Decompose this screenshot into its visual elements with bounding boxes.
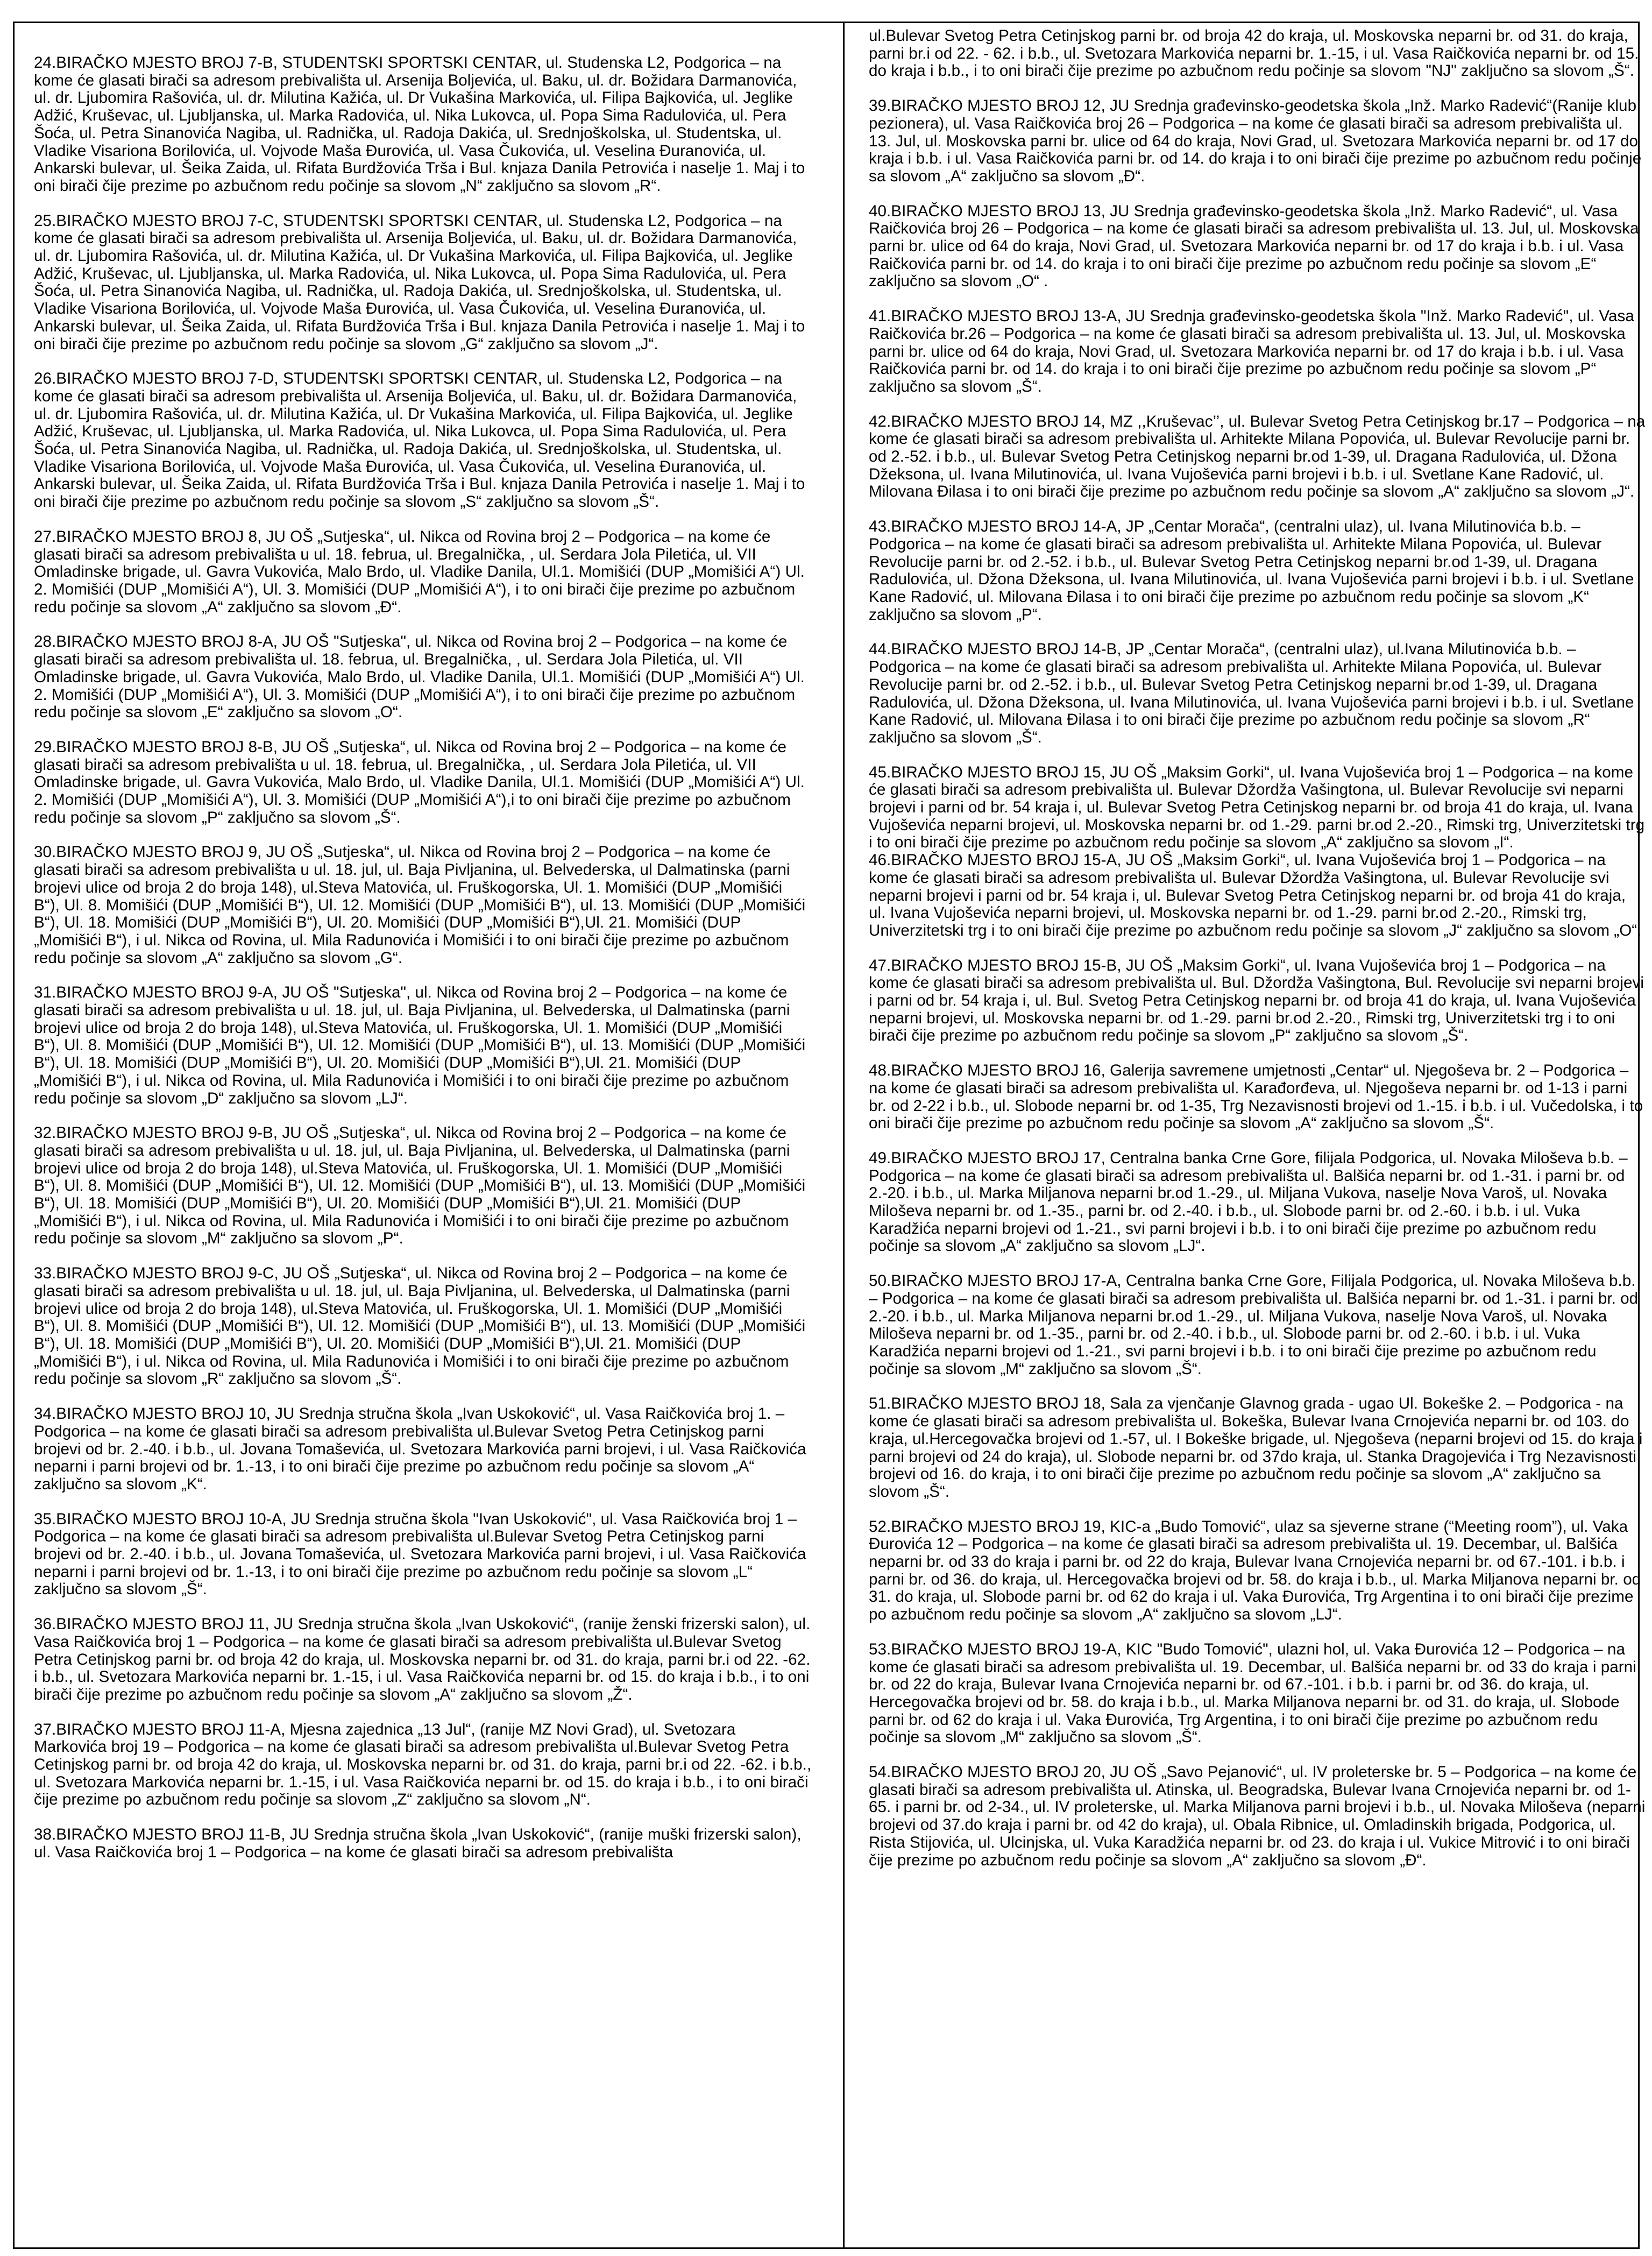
entry-42: 42.BIRAČKO MJESTO BROJ 14, MZ ,,Kruševac’’, ul. Bulevar Svetog Petra Cetinjskog br.17 – Podgorica – na kome će glasati birači sa adresom prebivališta ul. Arhitekte Milana Popovića, ul. Bulevar Revolucije parni br. od 2.-52. i b.b., ul. Bulevar Svetog Petra Cetinjskog neparni br.od 1-39, ul. Dragana Radulovića, ul. Džona Džeksona, ul. Ivana Milutinovića, ul. Ivana Vujoševića parni brojevi i b.b. i ul. Svetlane Kane Radović, ul. Milovana Đilasa i to oni birači čije prezime po azbučnom redu počinje sa slovom „A“ zaključno sa slovom „J“. xyxy=(869,412,1646,501)
document-page xyxy=(13,22,1646,2249)
entry-38-start: 38.BIRAČKO MJESTO BROJ 11-B, JU Srednja stručna škola „Ivan Uskoković“, (ranije muški frizerski salon), ul. Vasa Raičkovića broj 1 – Podgorica – na kome će glasati birači sa adresom prebivališta xyxy=(34,1826,802,1861)
entry-28: 28.BIRAČKO MJESTO BROJ 8-A, JU OŠ "Sutjeska", ul. Nikca od Rovina broj 2 – Podgorica – na kome će glasati birači sa adresom prebivališta ul. 18. februa, ul. Bregalnička, , ul. Serdara Jola Piletića, ul. VII Omladinske brigade, ul. Gavra Vukovića, Malo Brdo, ul. Vladike Danila, Ul.1. Momišići (DUP „Momišići A“) Ul. 2. Momišići (DUP „Momišići A“), Ul. 3. Momišići (DUP „Momišići A“), i to oni birači čije prezime po azbučnom redu počinje sa slovom „E“ zaključno sa slovom „O“. xyxy=(34,633,805,722)
column-divider xyxy=(843,23,845,2247)
entry-52: 52.BIRAČKO MJESTO BROJ 19, KIC-a „Budo Tomović“, ulaz sa sjeverne strane (“Meeting room”), ul. Vaka Đurovića 12 – Podgorica – na kome će glasati birači sa adresom prebivališta ul. 19. Decembar, ul. Balšića neparni br. od 33 do kraja i parni br. od 22 do kraja, Bulevar Ivana Crnojevića neparni br. od 67.-101. i b.b. i parni br. od 36. do kraja, ul. Hercegovačka brojevi od br. 58. do kraja i b.b., ul. Marka Miljanova neparni br. od 31. do kraja, ul. Slobode parni br. od 62 do kraja i ul. Vaka Đurovića, Trg Argentina i to oni birači čije prezime po azbučnom redu počinje sa slovom „A“ zaključno sa slovom „LJ“. xyxy=(869,1517,1641,1624)
entry-25: 25.BIRAČKO MJESTO BROJ 7-C, STUDENTSKI SPORTSKI CENTAR, ul. Studenska L2, Podgorica – na kome će glasati birači sa adresom prebivališta ul. Arsenija Boljevića, ul. Baku, ul. dr. Božidara Darmanovića, ul. dr. Ljubomira Rašovića, ul. dr. Milutina Kažića, ul. Dr Vukašina Markovića, ul. Filipa Bajkovića, ul. Jeglike Adžić, Kruševac, ul. Ljubljanska, ul. Marka Radovića, ul. Nika Lukovca, ul. Popa Sima Radulovića, ul. Pera Šoća, ul. Petra Sinanovića Nagiba, ul. Radnička, ul. Radoja Dakića, ul. Srednjoškolska, ul. Studentska, ul. Vladike Visariona Borilovića, ul. Vojvode Maša Đurovića, ul. Vasa Čukovića, ul. Veselina Đuranovića, ul. Ankarski bulevar, ul. Šeika Zaida, ul. Rifata Burdžovića Trša i Bul. knjaza Danila Petrovića i naselje 1. Maj i to oni birači čije prezime po azbučnom redu počinje sa slovom „G“ zaključno sa slovom „J“. xyxy=(34,211,805,353)
entry-24: 24.BIRAČKO MJESTO BROJ 7-B, STUDENTSKI SPORTSKI CENTAR, ul. Studenska L2, Podgorica – na kome će glasati birači sa adresom prebivališta ul. Arsenija Boljevića, ul. Baku, ul. dr. Božidara Darmanovića, ul. dr. Ljubomira Rašovića, ul. dr. Milutina Kažića, ul. Dr Vukašina Markovića, ul. Filipa Bajkovića, ul. Jeglike Adžić, Kruševac, ul. Ljubljanska, ul. Marka Radovića, ul. Nika Lukovca, ul. Popa Sima Radulovića, ul. Pera Šoća, ul. Petra Sinanovića Nagiba, ul. Radnička, ul. Radoja Dakića, ul. Srednjoškolska, ul. Studentska, ul. Vladike Visariona Borilovića, ul. Vojvode Maša Đurovića, ul. Vasa Čukovića, ul. Veselina Đuranovića, ul. Ankarski bulevar, ul. Šeika Zaida, ul. Rifata Burdžovića Trša i Bul. knjaza Danila Petrovića i naselje 1. Maj i to oni birači čije prezime po azbučnom redu počinje sa slovom „N“ zaključno sa slovom „R“. xyxy=(34,54,805,195)
left-column xyxy=(34,54,812,1862)
entry-40: 40.BIRAČKO MJESTO BROJ 13, JU Srednja građevinsko-geodetska škola „Inž. Marko Radević“, ul. Vasa Raičkovića broj 26 – Podgorica – na kome će glasati birači sa adresom prebivališta ul. 13. Jul, ul. Moskovska parni br. ulice od 64 do kraja, Novi Grad, ul. Svetozara Markovića neparni br. od 17 do kraja i b.b. i ul. Vasa Raičkovića parni br. od 14. do kraja i to oni birači čije prezime po azbučnom redu počinje sa slovom „E“ zaključno sa slovom „O“ . xyxy=(869,202,1639,291)
entry-27: 27.BIRAČKO MJESTO BROJ 8, JU OŠ „Sutjeska“, ul. Nikca od Rovina broj 2 – Podgorica – na kome će glasati birači sa adresom prebivališta u ul. 18. februa, ul. Bregalnička, , ul. Serdara Jola Piletića, ul. VII Omladinske brigade, ul. Gavra Vukovića, Malo Brdo, ul. Vladike Danila, Ul.1. Momišići (DUP „Momišići A“) Ul. 2. Momišići (DUP „Momišići A“), Ul. 3. Momišići (DUP „Momišići A“), i to oni birači čije prezime po azbučnom redu počinje sa slovom „A“ zaključno sa slovom „Đ“. xyxy=(34,527,805,616)
entry-54: 54.BIRAČKO MJESTO BROJ 20, JU OŠ „Savo Pejanović“, ul. IV proleterske br. 5 – Podgorica – na kome će glasati birači sa adresom prebivališta ul. Atinska, ul. Beogradska, Bulevar Ivana Crnojevića neparni br. od 1-65. i parni br. od 2-34., ul. IV proleterske, ul. Marka Miljanova parni brojevi i b.b., ul. Novaka Miloševa (neparni brojevi od 37.do kraja i parni br. od 42 do kraja), ul. Obala Ribnice, ul. Omladinskih brigada, Podgorica, ul. Rista Stijovića, ul. Ulcinjska, ul. Vuka Karadžića neparni br. od 23. do kraja i ul. Vukice Mitrović i to oni birači čije prezime po azbučnom redu počinje sa slovom „A“ zaključno sa slovom „Đ“. xyxy=(869,1763,1646,1869)
entry-35: 35.BIRAČKO MJESTO BROJ 10-A, JU Srednja stručna škola "Ivan Uskoković", ul. Vasa Raičkovića broj 1 – Podgorica – na kome će glasati birači sa adresom prebivališta ul.Bulevar Svetog Petra Cetinjskog parni brojevi od br. 2.-40. i b.b., ul. Jovana Tomaševića, ul. Svetozara Markovića parni brojevi, i ul. Vasa Raičkovića neparni i parni brojevi od br. 1.-13, i to oni birači čije prezime po azbučnom redu počinje sa slovom „L“ zaključno sa slovom „Š“. xyxy=(34,1510,806,1599)
entry-37: 37.BIRAČKO MJESTO BROJ 11-A, Mjesna zajednica „13 Jul“, (ranije MZ Novi Grad), ul. Svetozara Markovića broj 19 – Podgorica – na kome će glasati birači sa adresom prebivališta ul.Bulevar Svetog Petra Cetinjskog parni br. od broja 42 do kraja, ul. Moskovska neparni br. od 31. do kraja, parni br.i od 22. -62. i b.b., ul. Svetozara Markovića neparni br. 1.-15, i ul. Vasa Raičkovića neparni br. od 15. do kraja i b.b., i to oni birači čije prezime po azbučnom redu počinje sa slovom „Z“ zaključno sa slovom „N“. xyxy=(34,1720,812,1809)
entry-29: 29.BIRAČKO MJESTO BROJ 8-B, JU OŠ „Sutjeska“, ul. Nikca od Rovina broj 2 – Podgorica – na kome će glasati birači sa adresom prebivališta u ul. 18. februa, ul. Bregalnička, , ul. Serdara Jola Piletića, ul. VII Omladinske brigade, ul. Gavra Vukovića, Malo Brdo, ul. Vladike Danila, Ul.1. Momišići (DUP „Momišići A“) Ul. 2. Momišići (DUP „Momišići A“), Ul. 3. Momišići (DUP „Momišići A“),i to oni birači čije prezime po azbučnom redu počinje sa slovom „P“ zaključno sa slovom „Š“. xyxy=(34,738,805,826)
entry-39: 39.BIRAČKO MJESTO BROJ 12, JU Srednja građevinsko-geodetska škola „Inž. Marko Radević“(Ranije klub pezionera), ul. Vasa Raičkovića broj 26 – Podgorica – na kome će glasati birači sa adresom prebivališta ul. 13. Jul, ul. Moskovska parni br. ulice od 64 do kraja, Novi Grad, ul. Svetozara Markovića neparni br. od 17 do kraja i b.b. i ul. Vasa Raičkovića parni br. od 14. do kraja i to oni birači čije prezime po azbučnom redu počinje sa slovom „A“ zaključno sa slovom „Đ“. xyxy=(869,97,1642,185)
entry-26: 26.BIRAČKO MJESTO BROJ 7-D, STUDENTSKI SPORTSKI CENTAR, ul. Studenska L2, Podgorica – na kome će glasati birači sa adresom prebivališta ul. Arsenija Boljevića, ul. Baku, ul. dr. Božidara Darmanovića, ul. dr. Ljubomira Rašovića, ul. dr. Milutina Kažića, ul. Dr Vukašina Markovića, ul. Filipa Bajkovića, ul. Jeglike Adžić, Kruševac, ul. Ljubljanska, ul. Marka Radovića, ul. Nika Lukovca, ul. Popa Sima Radulovića, ul. Pera Šoća, ul. Petra Sinanovića Nagiba, ul. Radnička, ul. Radoja Dakića, ul. Srednjoškolska, ul. Studentska, ul. Vladike Visariona Borilovića, ul. Vojvode Maša Đurovića, ul. Vasa Čukovića, ul. Veselina Đuranovića, ul. Ankarski bulevar, ul. Šeika Zaida, ul. Rifata Burdžovića Trša i Bul. knjaza Danila Petrovića i naselje 1. Maj i to oni birači čije prezime po azbučnom redu počinje sa slovom „S“ zaključno sa slovom „Š“. xyxy=(34,370,805,511)
entry-30: 30.BIRAČKO MJESTO BROJ 9, JU OŠ „Sutjeska“, ul. Nikca od Rovina broj 2 – Podgorica – na kome će glasati birači sa adresom prebivališta u ul. 18. jul, ul. Baja Pivljanina, ul. Belvederska, ul Dalmatinska (parni brojevi ulice od broja 2 do broja 148), ul.Steva Matovića, ul. Fruškogorska, Ul. 1. Momišići (DUP „Momišići B“), Ul. 8. Momišići (DUP „Momišići B“), Ul. 12. Momišići (DUP „Momišići B“), ul. 13. Momišići (DUP „Momišići B“), Ul. 18. Momišići (DUP „Momišići B“), Ul. 20. Momišići (DUP „Momišići B“),Ul. 21. Momišići (DUP „Momišići B“), i ul. Nikca od Rovina, ul. Mila Radunovića i Momišići i to oni birači čije prezime po azbučnom redu počinje sa slovom „A“ zaključno sa slovom „G“. xyxy=(34,843,806,967)
entry-49: 49.BIRAČKO MJESTO BROJ 17, Centralna banka Crne Gore, filijala Podgorica, ul. Novaka Miloševa b.b. – Podgorica – na kome će glasati birači sa adresom prebivališta ul. Balšića neparni br. od 1.-31. i parni br. od 2.-20. i b.b., ul. Marka Miljanova neparni br.od 1.-29., ul. Miljana Vukova, naselje Nova Varoš, ul. Novaka Miloševa neparni br. od 1.-35., parni br. od 2.-40. i b.b., ul. Slobode parni br. od 2.-60. i b.b. i ul. Vuka Karadžića neparni brojevi od 1.-21., svi parni brojevi i b.b. i to oni birači čije prezime po azbučnom redu počinje sa slovom „A“ zaključno sa slovom „LJ“. xyxy=(869,1149,1628,1255)
entry-45: 45.BIRAČKO MJESTO BROJ 15, JU OŠ „Maksim Gorki“, ul. Ivana Vujoševića broj 1 – Podgorica – na kome će glasati birači sa adresom prebivališta ul. Bulevar Džordža Vašingtona, ul. Bulevar Revolucije svi neparni brojevi i parni od br. 54 kraja i, ul. Bulevar Svetog Petra Cetinjskog neparni br. od broja 41 do kraja, ul. Ivana Vujoševića neparni brojevi, ul. Moskovska neparni br. od 1.-29. parni br.od 2.-20., Rimski trg, Univerzitetski trg i to oni birači čije prezime po azbučnom redu počinje sa slovom „A“ zaključno sa slovom „I“. xyxy=(869,763,1645,852)
entry-31: 31.BIRAČKO MJESTO BROJ 9-A, JU OŠ "Sutjeska", ul. Nikca od Rovina broj 2 – Podgorica – na kome će glasati birači sa adresom prebivališta u ul. 18. jul, ul. Baja Pivljanina, ul. Belvederska, ul Dalmatinska (parni brojevi ulice od broja 2 do broja 148), ul.Steva Matovića, ul. Fruškogorska, Ul. 1. Momišići (DUP „Momišići B“), Ul. 8. Momišići (DUP „Momišići B“), Ul. 12. Momišići (DUP „Momišići B“), ul. 13. Momišići (DUP „Momišići B“), Ul. 18. Momišići (DUP „Momišići B“), Ul. 20. Momišići (DUP „Momišići B“),Ul. 21. Momišići (DUP „Momišići B“), i ul. Nikca od Rovina, ul. Mila Radunovića i Momišići i to oni birači čije prezime po azbučnom redu počinje sa slovom „D“ zaključno sa slovom „LJ“. xyxy=(34,984,806,1107)
entry-38-continued: ul.Bulevar Svetog Petra Cetinjskog parni br. od broja 42 do kraja, ul. Moskovska neparni br. od 31. do kraja, parni br.i od 22. - 62. i b.b., ul. Svetozara Markovića neparni br. 1.-15, i ul. Vasa Raičkovića neparni br. od 15. do kraja i b.b., i to oni birači čije prezime po azbučnom redu počinje sa slovom "NJ" zaključno sa slovom „Š“. xyxy=(869,27,1639,80)
entry-51: 51.BIRAČKO MJESTO BROJ 18, Sala za vjenčanje Glavnog grada - ugao Ul. Bokeške 2. – Podgorica - na kome će glasati birači sa adresom prebivališta ul. Bokeška, Bulevar Ivana Crnojevića neparni br. od 103. do kraja, ul.Hercegovačka brojevi od 1.-57, ul. I Bokeške brigade, ul. Njegoševa (neparni brojevi od 15. do kraja i parni brojevi od 24 do kraja), ul. Slobode neparni br. od 37do kraja, ul. Stanka Dragojevića i Trg Nezavisnosti brojevi od 16. do kraja, i to oni birači čije prezime po azbučnom redu počinje sa slovom „A“ zaključno sa slovom „Š“. xyxy=(869,1395,1643,1501)
entry-44: 44.BIRAČKO MJESTO BROJ 14-B, JP „Centar Morača“, (centralni ulaz), ul.Ivana Milutinovića b.b. – Podgorica – na kome će glasati birači sa adresom prebivališta ul. Arhitekte Milana Popovića, ul. Bulevar Revolucije parni br. od 2.-52. i b.b., ul. Bulevar Svetog Petra Cetinjskog neparni br.od 1-39, ul. Dragana Radulovića, ul. Džona Džeksona, ul. Ivana Milutinovića, ul. Ivana Vujoševića parni brojevi i b.b. i ul. Svetlane Kane Radović, ul. Milovana Đilasa i to oni birači čije prezime po azbučnom redu počinje sa slovom „R“ zaključno sa slovom „Š“. xyxy=(869,640,1634,746)
entry-41: 41.BIRAČKO MJESTO BROJ 13-A, JU Srednja građevinsko-geodetska škola "Inž. Marko Radević", ul. Vasa Raičkovića br.26 – Podgorica – na kome će glasati birači sa adresom prebivališta ul. 13. Jul, ul. Moskovska parni br. ulice od 64 do kraja, Novi Grad, ul. Svetozara Markovića neparni br. od 17 do kraja i b.b. i ul. Vasa Raičkovića parni br. od 14. do kraja i to oni birači čije prezime po azbučnom redu počinje sa slovom „P“ zaključno sa slovom „Š“. xyxy=(869,307,1634,395)
entry-46: 46.BIRAČKO MJESTO BROJ 15-A, JU OŠ „Maksim Gorki“, ul. Ivana Vujoševića broj 1 – Podgorica – na kome će glasati birači sa adresom prebivališta ul. Bulevar Džordža Vašingtona, ul. Bulevar Revolucije svi neparni brojevi i parni od br. 54 kraja i, ul. Bulevar Svetog Petra Cetinjskog neparni br. od broja 41 do kraja, ul. Ivana Vujoševića neparni brojevi, ul. Moskovska neparni br. od 1.-29. parni br.od 2.-20., Rimski trg, Univerzitetski trg i to oni birači čije prezime po azbučnom redu počinje sa slovom „J“ zaključno sa slovom „O“. xyxy=(869,851,1642,939)
entry-53: 53.BIRAČKO MJESTO BROJ 19-A, KIC "Budo Tomović", ulazni hol, ul. Vaka Đurovića 12 – Podgorica – na kome će glasati birači sa adresom prebivališta ul. 19. Decembar, ul. Balšića neparni br. od 33 do kraja i parni br. od 22 do kraja, Bulevar Ivana Crnojevića neparni br. od 67.-101. i b.b. i parni br. od 36. do kraja, ul. Hercegovačka brojevi od br. 58. do kraja i b.b., ul. Marka Miljanova neparni br. od 31. do kraja, ul. Slobode parni br. od 62 do kraja i ul. Vaka Đurovića, Trg Argentina, i to oni birači čije prezime po azbučnom redu počinje sa slovom „M“ zaključno sa slovom „Š“. xyxy=(869,1640,1636,1746)
entry-36: 36.BIRAČKO MJESTO BROJ 11, JU Srednja stručna škola „Ivan Uskoković“, (ranije ženski frizerski salon), ul. Vasa Raičkovića broj 1 – Podgorica – na kome će glasati birači sa adresom prebivališta ul.Bulevar Svetog Petra Cetinjskog parni br. od broja 42 do kraja, ul. Moskovska neparni br. od 31. do kraja, parni br.i od 22. -62. i b.b., ul. Svetozara Markovića neparni br. 1.-15, i ul. Vasa Raičkovića neparni br. od 15. do kraja i b.b., i to oni birači čije prezime po azbučnom redu počinje sa slovom „A“ zaključno sa slovom „Ž“. xyxy=(34,1615,811,1703)
entry-33: 33.BIRAČKO MJESTO BROJ 9-C, JU OŠ „Sutjeska“, ul. Nikca od Rovina broj 2 – Podgorica – na kome će glasati birači sa adresom prebivališta u ul. 18. jul, ul. Baja Pivljanina, ul. Belvederska, ul Dalmatinska (parni brojevi ulice od broja 2 do broja 148), ul.Steva Matovića, ul. Fruškogorska, Ul. 1. Momišići (DUP „Momišići B“), Ul. 8. Momišići (DUP „Momišići B“), Ul. 12. Momišići (DUP „Momišići B“), ul. 13. Momišići (DUP „Momišići B“), Ul. 18. Momišići (DUP „Momišići B“), Ul. 20. Momišići (DUP „Momišići B“),Ul. 21. Momišići (DUP „Momišići B“), i ul. Nikca od Rovina, ul. Mila Radunovića i Momišići i to oni birači čije prezime po azbučnom redu počinje sa slovom „R“ zaključno sa slovom „Š“. xyxy=(34,1264,806,1388)
entry-48: 48.BIRAČKO MJESTO BROJ 16, Galerija savremene umjetnosti „Centar“ ul. Njegoševa br. 2 – Podgorica – na kome će glasati birači sa adresom prebivališta ul. Karađorđeva, ul. Njegoševa neparni br. od 1-13 i parni br. od 2-22 i b.b., ul. Slobode neparni br. od 1-35, Trg Nezavisnosti brojevi od 1.-15. i b.b. i ul. Vučedolska, i to oni birači čije prezime po azbučnom redu počinje sa slovom „A“ zaključno sa slovom „Š“. xyxy=(869,1062,1643,1133)
entry-34: 34.BIRAČKO MJESTO BROJ 10, JU Srednja stručna škola „Ivan Uskoković“, ul. Vasa Raičkovića broj 1. – Podgorica – na kome će glasati birači sa adresom prebivališta ul.Bulevar Svetog Petra Cetinjskog parni brojevi od br. 2.-40. i b.b., ul. Jovana Tomaševića, ul. Svetozara Markovića parni brojevi, i ul. Vasa Raičkovića neparni i parni brojevi od br. 1.-13, i to oni birači čije prezime po azbučnom redu počinje sa slovom „A“ zaključno sa slovom „K“. xyxy=(34,1405,806,1493)
right-column xyxy=(869,27,1647,1869)
entry-50: 50.BIRAČKO MJESTO BROJ 17-A, Centralna banka Crne Gore, Filijala Podgorica, ul. Novaka Miloševa b.b. – Podgorica – na kome će glasati birači sa adresom prebivališta ul. Balšića neparni br. od 1.-31. i parni br. od 2.-20. i b.b., ul. Marka Miljanova neparni br.od 1.-29., ul. Miljana Vukova, naselje Nova Varoš, ul. Novaka Miloševa neparni br. od 1.-35., parni br. od 2.-40. i b.b., ul. Slobode parni br. od 2.-60. i b.b. i ul. Vuka Karadžića neparni brojevi od 1.-21., svi parni brojevi i b.b. i to oni birači čije prezime po azbučnom redu počinje sa slovom „M“ zaključno sa slovom „Š“. xyxy=(869,1272,1639,1378)
entry-43: 43.BIRAČKO MJESTO BROJ 14-A, JP „Centar Morača“, (centralni ulaz), ul. Ivana Milutinovića b.b. – Podgorica – na kome će glasati birači sa adresom prebivališta ul. Arhitekte Milana Popovića, ul. Bulevar Revolucije parni br. od 2.-52. i b.b., ul. Bulevar Svetog Petra Cetinjskog neparni br.od 1-39, ul. Dragana Radulovića, ul. Džona Džeksona, ul. Ivana Milutinovića, ul. Ivana Vujoševića parni brojevi i b.b. i ul. Svetlane Kane Radović, ul. Milovana Đilasa i to oni birači čije prezime po azbučnom redu počinje sa slovom „K“ zaključno sa slovom „P“. xyxy=(869,518,1634,624)
entry-47: 47.BIRAČKO MJESTO BROJ 15-B, JU OŠ „Maksim Gorki“, ul. Ivana Vujoševića broj 1 – Podgorica – na kome će glasati birači sa adresom prebivališta ul. Bul. Džordža Vašingtona, Bul. Revolucije svi neparni brojevi i parni od br. 54 kraja i, ul. Bul. Svetog Petra Cetinjskog neparni br. od broja 41 do kraja, ul. Ivana Vujoševića neparni brojevi, ul. Moskovska neparni br. od 1.-29. parni br.od 2.-20., Rimski trg, Univerzitetski trg i to oni birači čije prezime po azbučnom redu počinje sa slovom „P“ zaključno sa slovom „Š“. xyxy=(869,956,1644,1045)
entry-32: 32.BIRAČKO MJESTO BROJ 9-B, JU OŠ „Sutjeska“, ul. Nikca od Rovina broj 2 – Podgorica – na kome će glasati birači sa adresom prebivališta u ul. 18. jul, ul. Baja Pivljanina, ul. Belvederska, ul Dalmatinska (parni brojevi ulice od broja 2 do broja 148), ul.Steva Matovića, ul. Fruškogorska, Ul. 1. Momišići (DUP „Momišići B“), Ul. 8. Momišići (DUP „Momišići B“), Ul. 12. Momišići (DUP „Momišići B“), ul. 13. Momišići (DUP „Momišići B“), Ul. 18. Momišići (DUP „Momišići B“), Ul. 20. Momišići (DUP „Momišići B“),Ul. 21. Momišići (DUP „Momišići B“), i ul. Nikca od Rovina, ul. Mila Radunovića i Momišići i to oni birači čije prezime po azbučnom redu počinje sa slovom „M“ zaključno sa slovom „P“. xyxy=(34,1124,806,1248)
